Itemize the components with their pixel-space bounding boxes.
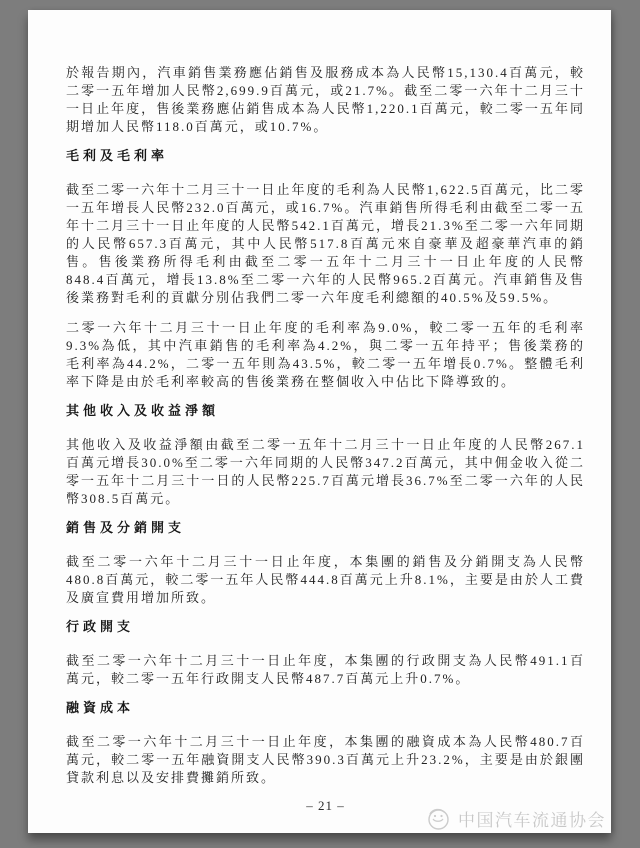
section-heading-gross-profit-and-margin: 毛利及毛利率 — [66, 148, 169, 163]
section-heading-finance-costs: 融資成本 — [66, 700, 135, 715]
section-heading-other-income: 其他收入及收益淨額 — [66, 403, 220, 418]
watermark — [425, 805, 606, 832]
body-paragraph-finance-costs: 截至二零一六年十二月三十一日止年度，本集團的融資成本為人民幣480.7百萬元，較二零一五年融資開支人民幣390.3百萬元上升23.2%，主要是由於銀團貸款利息以及安排費攤銷所致。 — [66, 734, 585, 785]
section-heading-administrative-expenses: 行政開支 — [66, 619, 135, 634]
page-number: – 21 – — [306, 798, 345, 813]
body-paragraph-selling-distribution-expenses: 截至二零一六年十二月三十一日止年度，本集團的銷售及分銷開支為人民幣480.8百萬元，較二零一五年人民幣444.8百萬元上升8.1%，主要是由於人工費及廣宣費用增加所致。 — [66, 554, 585, 605]
body-paragraph-cost-of-sales: 於報告期內，汽車銷售業務應佔銷售及服務成本為人民幣15,130.4百萬元，較二零一五年增加人民幣2,699.9百萬元，或21.7%。截至二零一六年十二月三十一日止年度，售後業務應佔銷售成本為人民幣1,220.1百萬元，較二零一五年同期增加人民幣118.0百萬元，或10.7%。 — [66, 65, 585, 134]
section-heading-selling-distribution-expenses: 銷售及分銷開支 — [66, 520, 186, 535]
body-paragraph-gross-profit: 截至二零一六年十二月三十一日止年度的毛利為人民幣1,622.5百萬元，比二零一五年增長人民幣232.0百萬元，或16.7%。汽車銷售所得毛利由截至二零一五年十二月三十一日止年度的人民幣542.1百萬元，增長21.3%至二零一六年同期的人民幣657.3百萬元，其中人民幣517.8百萬元來自豪華及超豪華汽車的銷售。售後業務所得毛利由截至二零一五年十二月三十一日止年度的人民幣848.4百萬元，增長13.8%至二零一六年的人民幣965.2百萬元。汽車銷售及售後業務對毛利的貢獻分別佔我們二零一六年度毛利總額的40.5%及59.5%。 — [66, 182, 585, 305]
body-paragraph-gross-margin: 二零一六年十二月三十一日止年度的毛利率為9.0%，較二零一五年的毛利率9.3%為低，其中汽車銷售的毛利率為4.2%，與二零一五年持平；售後業務的毛利率為44.2%，二零一五年則為43.5%，較二零一五年增長0.7%。整體毛利率下降是由於毛利率較高的售後業務在整個收入中佔比下降導致的。 — [66, 320, 585, 389]
report-page — [28, 10, 611, 833]
cada-logo-icon — [425, 805, 452, 832]
page-content — [66, 64, 585, 799]
watermark-text: 中国汽车流通协会 — [458, 811, 606, 830]
body-paragraph-administrative-expenses: 截至二零一六年十二月三十一日止年度，本集團的行政開支為人民幣491.1百萬元，較二零一五年行政開支人民幣487.7百萬元上升0.7%。 — [66, 653, 585, 686]
body-paragraph-other-income: 其他收入及收益淨額由截至二零一五年十二月三十一日止年度的人民幣267.1百萬元增長30.0%至二零一六年同期的人民幣347.2百萬元，其中佣金收入從二零一五年十二月三十一日的人民幣225.7百萬元增長36.7%至二零一六年的人民幣308.5百萬元。 — [66, 437, 585, 506]
